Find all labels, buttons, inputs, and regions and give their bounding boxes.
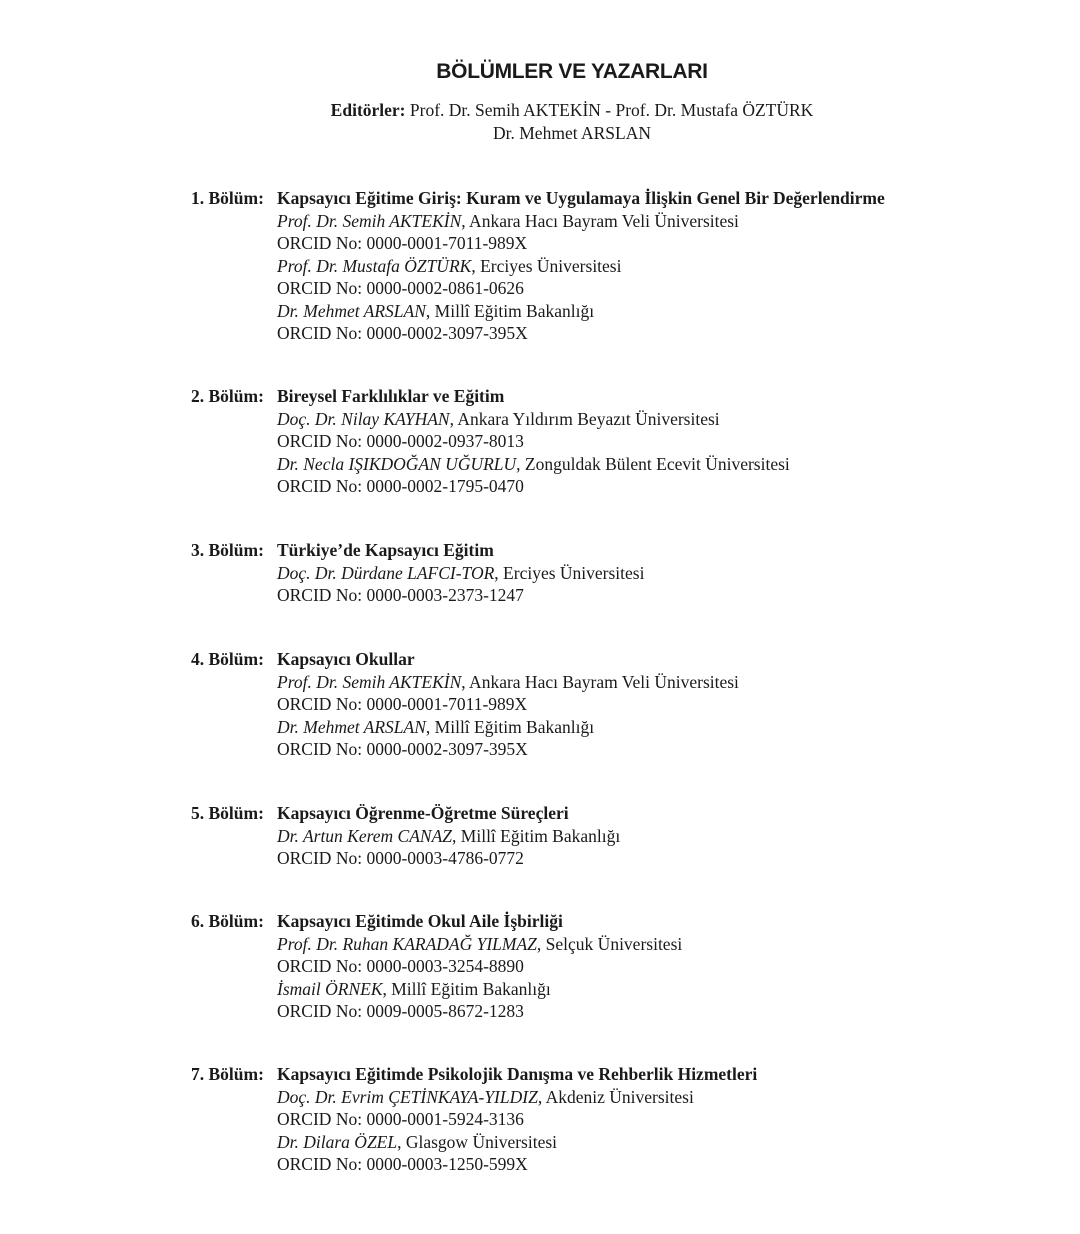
chapter-2 — [191, 385, 1051, 498]
orcid-line: ORCID No: 0009-0005-8672-1283 — [277, 1001, 524, 1021]
author-line — [277, 671, 1051, 694]
orcid-line: ORCID No: 0000-0002-1795-0470 — [277, 476, 524, 496]
chapter-number: 1. Bölüm: — [191, 188, 264, 208]
chapter-1 — [191, 187, 1051, 345]
author-affiliation: , Glasgow Üniversitesi — [397, 1131, 558, 1152]
chapter-title: Bireysel Farklılıklar ve Eğitim — [277, 386, 505, 406]
author-name: Prof. Dr. Semih AKTEKİN — [277, 210, 462, 231]
chapter-heading — [191, 187, 1051, 210]
author-name: Doç. Dr. Evrim ÇETİNKAYA-YILDIZ — [277, 1086, 538, 1107]
orcid-line: ORCID No: 0000-0003-3254-8890 — [277, 956, 524, 976]
orcid-line: ORCID No: 0000-0003-1250-599X — [277, 1154, 528, 1174]
chapter-heading — [191, 910, 1051, 933]
author-name: Dr. Mehmet ARSLAN — [277, 300, 426, 321]
chapter-4 — [191, 648, 1051, 761]
orcid-line: ORCID No: 0000-0002-0937-8013 — [277, 431, 524, 451]
author-line — [277, 300, 1051, 323]
author-list — [277, 933, 1051, 1023]
chapter-heading — [191, 539, 1051, 562]
author-line — [277, 933, 1051, 956]
chapter-title: Kapsayıcı Okullar — [277, 649, 415, 669]
chapter-heading — [191, 802, 1051, 825]
author-affiliation: , Selçuk Üniversitesi — [536, 933, 683, 954]
author-name: Prof. Dr. Ruhan KARADAĞ YILMAZ — [277, 933, 537, 954]
author-name: Prof. Dr. Semih AKTEKİN — [277, 671, 462, 692]
author-line — [277, 1131, 1051, 1154]
editors-names: Prof. Dr. Semih AKTEKİN - Prof. Dr. Mustafa ÖZTÜRK — [409, 100, 814, 120]
author-name: Prof. Dr. Mustafa ÖZTÜRK — [277, 255, 472, 276]
orcid-line: ORCID No: 0000-0003-4786-0772 — [277, 848, 524, 868]
author-line — [277, 1086, 1051, 1109]
editors-label: Editörler: — [330, 100, 406, 120]
author-name: Dr. Mehmet ARSLAN — [277, 716, 426, 737]
author-affiliation: , Zonguldak Bülent Ecevit Üniversitesi — [516, 453, 790, 474]
orcid-line: ORCID No: 0000-0003-2373-1247 — [277, 585, 524, 605]
author-line — [277, 210, 1051, 233]
author-affiliation: , Erciyes Üniversitesi — [471, 255, 622, 276]
author-line — [277, 562, 1051, 585]
author-name: Dr. Dilara ÖZEL — [277, 1131, 398, 1152]
author-list — [277, 1086, 1051, 1176]
chapter-title: Kapsayıcı Öğrenme-Öğretme Süreçleri — [277, 803, 569, 823]
editors-block — [0, 99, 1080, 145]
editors-line-2: Dr. Mehmet ARSLAN — [493, 123, 651, 143]
author-line — [277, 978, 1051, 1001]
orcid-line: ORCID No: 0000-0002-3097-395X — [277, 739, 528, 759]
chapter-5 — [191, 802, 1051, 870]
chapter-title: Kapsayıcı Eğitimde Psikolojik Danışma ve Rehberlik Hizmetleri — [277, 1064, 758, 1084]
author-affiliation: , Ankara Hacı Bayram Veli Üniversitesi — [461, 671, 739, 692]
author-line — [277, 255, 1051, 278]
author-line — [277, 453, 1051, 476]
chapter-number: 7. Bölüm: — [191, 1064, 264, 1084]
author-affiliation: , Erciyes Üniversitesi — [494, 562, 645, 583]
chapter-6 — [191, 910, 1051, 1023]
author-list — [277, 562, 1051, 607]
author-line — [277, 716, 1051, 739]
author-affiliation: , Akdeniz Üniversitesi — [537, 1086, 694, 1107]
orcid-line: ORCID No: 0000-0001-7011-989X — [277, 694, 528, 714]
chapter-title: Türkiye’de Kapsayıcı Eğitim — [277, 540, 494, 560]
author-name: Dr. Artun Kerem CANAZ — [277, 825, 453, 846]
author-affiliation: , Millî Eğitim Bakanlığı — [425, 300, 595, 321]
author-list — [277, 408, 1051, 498]
author-affiliation: , Millî Eğitim Bakanlığı — [452, 825, 621, 846]
author-affiliation: , Ankara Hacı Bayram Veli Üniversitesi — [461, 210, 739, 231]
chapter-title: Kapsayıcı Eğitimde Okul Aile İşbirliği — [277, 911, 563, 931]
orcid-line: ORCID No: 0000-0002-3097-395X — [277, 323, 528, 343]
chapter-number: 5. Bölüm: — [191, 803, 264, 823]
author-line — [277, 408, 1051, 431]
chapter-number: 6. Bölüm: — [191, 911, 264, 931]
orcid-line: ORCID No: 0000-0002-0861-0626 — [277, 278, 524, 298]
chapter-title: Kapsayıcı Eğitime Giriş: Kuram ve Uygulamaya İlişkin Genel Bir Değerlendirme — [277, 188, 885, 208]
author-name: İsmail ÖRNEK — [277, 978, 383, 999]
chapter-7 — [191, 1063, 1051, 1176]
author-name: Doç. Dr. Nilay KAYHAN — [277, 408, 450, 429]
chapter-number: 2. Bölüm: — [191, 386, 264, 406]
author-list — [277, 210, 1051, 345]
chapter-heading — [191, 648, 1051, 671]
editors-line-1 — [0, 99, 1080, 122]
orcid-line: ORCID No: 0000-0001-5924-3136 — [277, 1109, 524, 1129]
author-list — [277, 825, 1051, 870]
author-affiliation: , Millî Eğitim Bakanlığı — [425, 716, 595, 737]
author-list — [277, 671, 1051, 761]
page-title: BÖLÜMLER VE YAZARLARI — [436, 60, 708, 83]
chapter-heading — [191, 1063, 1051, 1086]
author-line — [277, 825, 1051, 848]
chapter-heading — [191, 385, 1051, 408]
author-affiliation: , Ankara Yıldırım Beyazıt Üniversitesi — [449, 408, 720, 429]
author-name: Doç. Dr. Dürdane LAFCI-TOR — [277, 562, 495, 583]
orcid-line: ORCID No: 0000-0001-7011-989X — [277, 233, 528, 253]
chapter-number: 4. Bölüm: — [191, 649, 264, 669]
chapter-3 — [191, 539, 1051, 607]
author-affiliation: , Millî Eğitim Bakanlığı — [382, 978, 551, 999]
chapter-number: 3. Bölüm: — [191, 540, 264, 560]
author-name: Dr. Necla IŞIKDOĞAN UĞURLU — [277, 453, 517, 474]
